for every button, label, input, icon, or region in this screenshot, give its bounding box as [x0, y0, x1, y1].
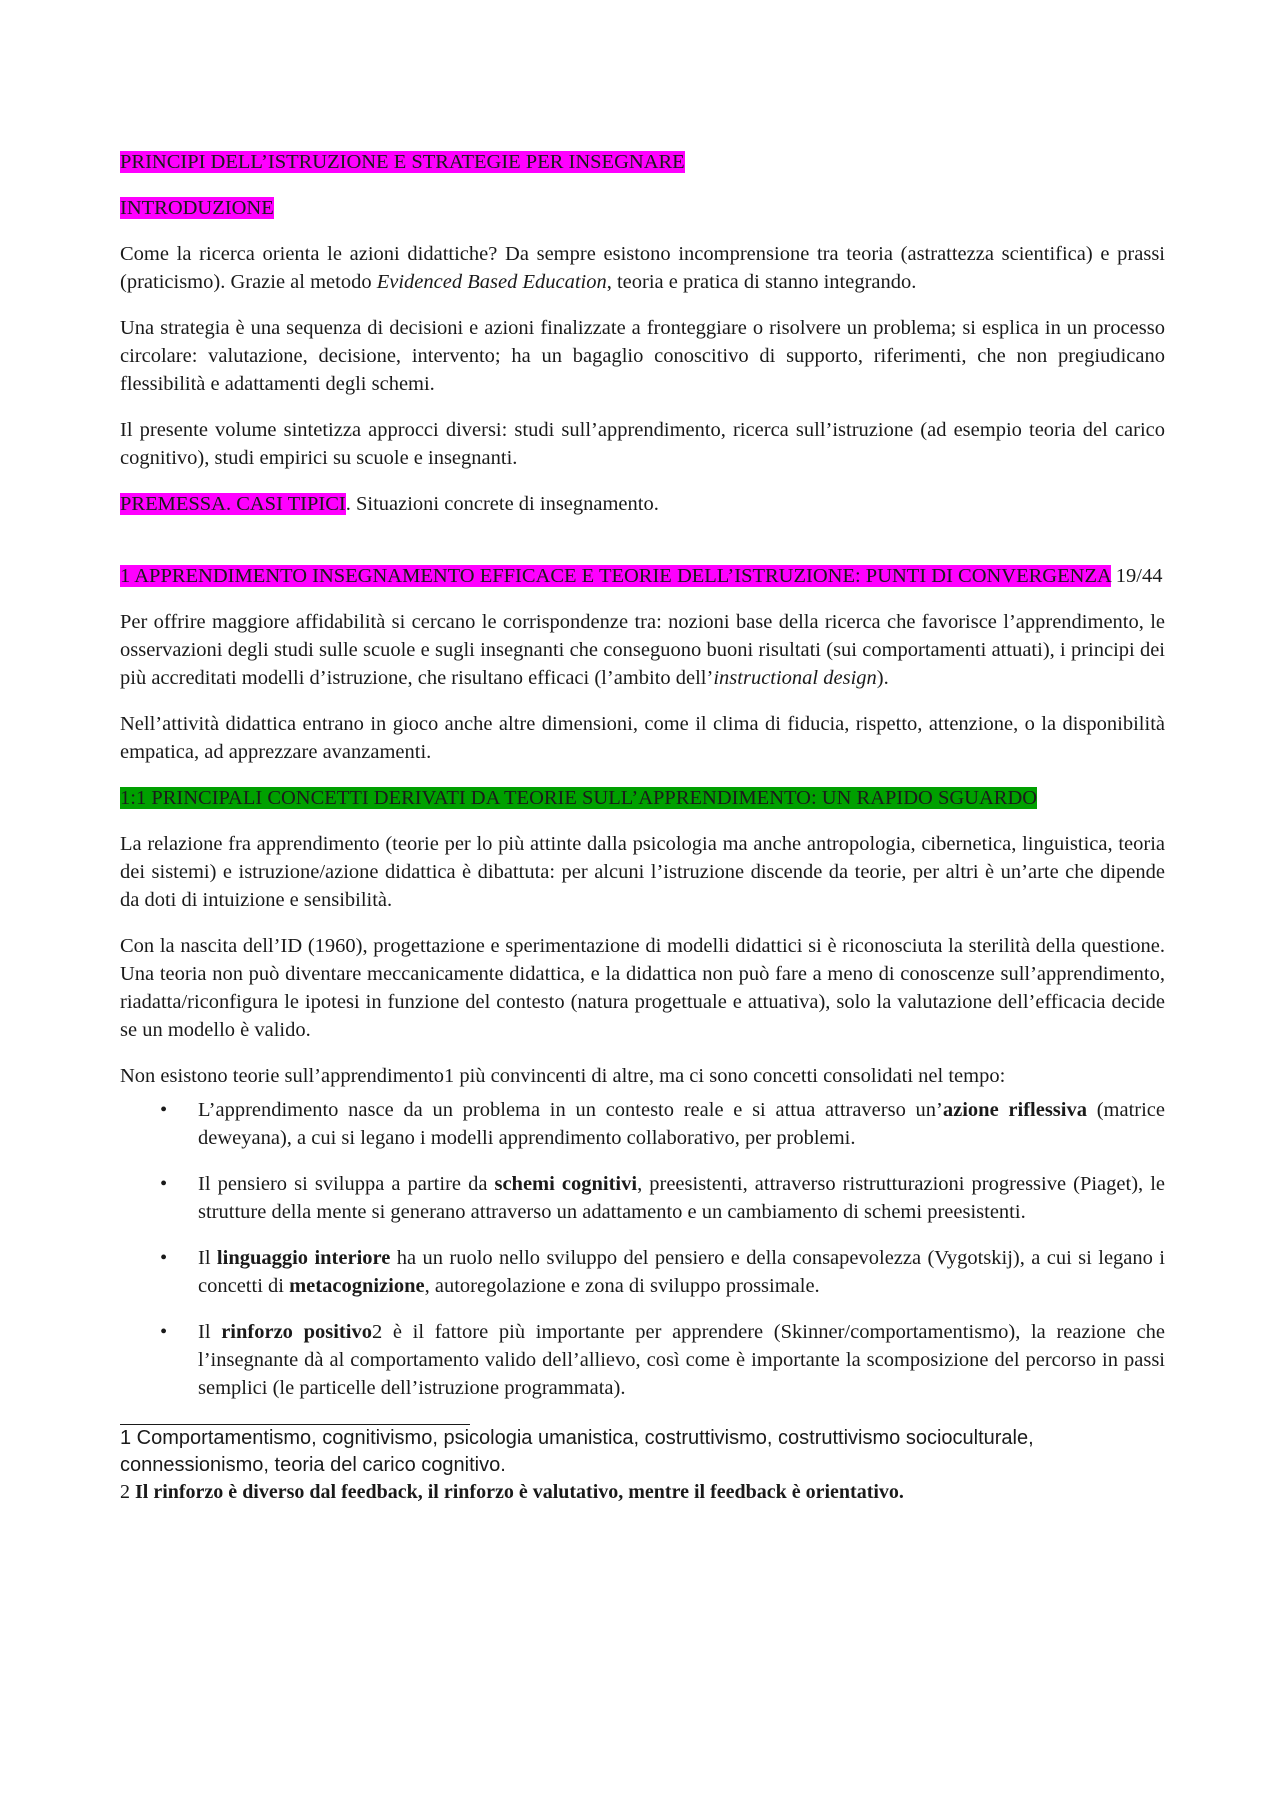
footnote-2-bold: Il rinforzo è diverso dal feedback, il rinforzo è valutativo, mentre il feedback è orientativo. [135, 1481, 904, 1503]
bold-azione-riflessiva: azione riflessiva [942, 1099, 1087, 1121]
subsection-paragraph-2: Con la nascita dell’ID (1960), progettazione e sperimentazione di modelli didattici si è riconosciuta la sterilità della questione. Una teoria non può diventare meccanicamente didattica, e la didattica non può fare a meno di conoscenze sull’apprendimento, riadatta/riconfigura le ipotesi in funzione del contesto (natura progettuale e attuativa), solo la valutazione dell’efficacia decide se un modello è valido. [120, 935, 1165, 1041]
section-1-paragraph-2: Nell’attività didattica entrano in gioco anche altre dimensioni, come il clima di fiducia, rispetto, attenzione, o la disponibilità empatica, ad apprezzare avanzamenti. [120, 713, 1165, 763]
footnote-2: 2 Il rinforzo è diverso dal feedback, il rinforzo è valutativo, mentre il feedback è orientativo. [120, 1481, 904, 1503]
bullet-icon: • [160, 1173, 168, 1195]
document-page [120, 148, 1165, 1506]
list-item: • Il linguaggio interiore ha un ruolo nello sviluppo del pensiero e della consapevolezza (Vygotskij), a cui si legano i concetti di metacognizione, autoregolazione e zona di sviluppo prossimale. [120, 1244, 1165, 1300]
subsection-heading-highlight: 1:1 PRINCIPALI CONCETTI DERIVATI DA TEORIE SULL’APPRENDIMENTO: UN RAPIDO SGUARDO [120, 787, 1038, 809]
section-1-heading-highlight: 1 APPRENDIMENTO INSEGNAMENTO EFFICACE E TEORIE DELL’ISTRUZIONE: PUNTI DI CONVERGENZA [120, 565, 1111, 587]
bold-metacognizione: metacognizione [289, 1275, 425, 1297]
bold-rinforzo-positivo: rinforzo positivo [221, 1321, 372, 1343]
footnotes [120, 1425, 1165, 1506]
subsection-paragraph-1: La relazione fra apprendimento (teorie per lo più attinte dalla psicologia ma anche antropologia, cibernetica, linguistica, teoria dei sistemi) e istruzione/azione didattica è dibattuta: per alcuni l’istruzione discende da teorie, per altri è un’arte che dipende da doti di intuizione e sensibilità. [120, 833, 1165, 911]
intro-paragraph-1: Come la ricerca orienta le azioni didattiche? Da sempre esistono incomprensione tra teoria (astrattezza scientifica) e prassi (praticismo). Grazie al metodo Evidenced Based Education, teoria e pratica di stanno integrando. [120, 243, 1165, 293]
bold-linguaggio-interiore: linguaggio interiore [216, 1247, 391, 1269]
bold-schemi-cognitivi: schemi cognitivi [494, 1173, 638, 1195]
subsection-paragraph-3: Non esistono teorie sull’apprendimento1 più convincenti di altre, ma ci sono concetti consolidati nel tempo: [120, 1065, 1006, 1087]
bullet-icon: • [160, 1247, 168, 1269]
bullet-icon: • [160, 1321, 168, 1343]
intro-paragraph-3: Il presente volume sintetizza approcci diversi: studi sull’apprendimento, ricerca sull’istruzione (ad esempio teoria del carico cognitivo), studi empirici su scuole e insegnanti. [120, 419, 1165, 469]
intro-heading-highlight: INTRODUZIONE [120, 197, 274, 219]
subsection-heading [120, 784, 1165, 812]
list-item: • L’apprendimento nasce da un problema in un contesto reale e si attua attraverso un’azione riflessiva (matrice deweyana), a cui si legano i modelli apprendimento collaborativo, per problemi. [120, 1096, 1165, 1152]
title-highlight: PRINCIPI DELL’ISTRUZIONE E STRATEGIE PER INSEGNARE [120, 151, 685, 173]
bullet-icon: • [160, 1099, 168, 1121]
intro-heading [120, 194, 1165, 222]
premessa-line [120, 490, 1165, 518]
premessa-text: . Situazioni concrete di insegnamento. [345, 493, 659, 515]
section-1-paragraph-1: Per offrire maggiore affidabilità si cercano le corrispondenze tra: nozioni base della ricerca che favorisce l’apprendimento, le osservazioni degli studi sulle scuole e sugli insegnanti che conseguono buoni risultati (sui comportamenti attuati), i principi dei più accreditati modelli d’istruzione, che risultano efficaci (l’ambito dell’instructional design). [120, 611, 1165, 689]
emphasis-ebe: Evidenced Based Education [376, 271, 607, 293]
list-item: • Il pensiero si sviluppa a partire da schemi cognitivi, preesistenti, attraverso ristrutturazioni progressive (Piaget), le strutture della mente si generano attraverso un adattamento e un cambiamento di schemi preesistenti. [120, 1170, 1165, 1226]
concepts-list [120, 1096, 1165, 1402]
premessa-heading: PREMESSA. CASI TIPICI [120, 493, 346, 515]
emphasis-instructional-design: instructional design [713, 667, 877, 689]
list-item: • Il rinforzo positivo2 è il fattore più importante per apprendere (Skinner/comportamentismo), la reazione che l’insegnante dà al comportamento valido dell’allievo, così come è importante la scomposizione del percorso in passi semplici (le particelle dell’istruzione programmata). [120, 1318, 1165, 1402]
section-1-page-range: 19/44 [1110, 565, 1163, 587]
document-title [120, 148, 1165, 176]
intro-paragraph-2: Una strategia è una sequenza di decisioni e azioni finalizzate a fronteggiare o risolvere un problema; si esplica in un processo circolare: valutazione, decisione, intervento; ha un bagaglio conoscitivo di supporto, riferimenti, che non pregiudicano flessibilità e adattamenti degli schemi. [120, 317, 1165, 395]
section-1-heading [120, 562, 1165, 590]
footnote-1: 1 Comportamentismo, cognitivismo, psicologia umanistica, costruttivismo, costruttivismo socioculturale, connessionismo, teoria del carico cognitivo. [120, 1427, 1034, 1476]
